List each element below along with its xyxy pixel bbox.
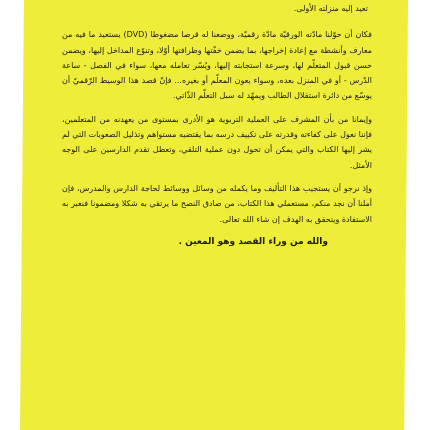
paragraph-teacher-role: وإيمانا من بأن المشرف على العملية التربوية هو الأدرى بمستوى من يعهدنه من المتعلمين، فإننا نعول على كفاءته وقدرته على تكييف درسه بما يقتضيه مستواهم وتذليل الصعوبات التي لم يشر إليها الكتاب والتي يمكن أن تحول دون عملية التلقي، وتعطل تقدم الدارسين على الوجه الأمثل. [62,114,372,170]
page-text [62,0,372,250]
paragraph-digital-medium: فكان أن حوّلنا مادّته الورقيّة مادّة رقميّة، ووضعنا له قرصا مضغوطا (DVD) يستعيد ما فيه من معارف وأنشطة مع إعادة إخراجها، بما يضمن خفّتها وطرافتها أوّلا، وتنوّع المداخل إليها، ويضمن حسن قبول المتعلّم لها، وسرعة استجابته إليها، ويُسّر تعامله معها، سواء في الفصل - ساعة الدّرس - أو في المنزل بعده، وسواء بعون المعلّم أو بغيره... فإنّ قصد هذا الوسيط الرّقميّ أن يوسّع من دائرة استقلال الطالب ويمهّد له سبل التعلّم الذّاتي. [62,30,372,101]
continuation-line: تعيد إليه منزلته الأولى. [293,4,368,13]
paragraph-hope: وإذ نرجو أن يستجيب هذا التأليف وما يكمله من وسائل ووسائط لحاجة الدارس والمدرس، فإن أملنا أن نجد منكم، مستعملي هذا الكتاب، من صادق النصح ما يرتقي به شكلا ومضمونا فنعبر به الاستفادة ويتحقق به الهدف إن شاء الله تعالى. [62,183,372,224]
closing-line: والله من وراء القصد وهو المعين . [178,236,328,247]
